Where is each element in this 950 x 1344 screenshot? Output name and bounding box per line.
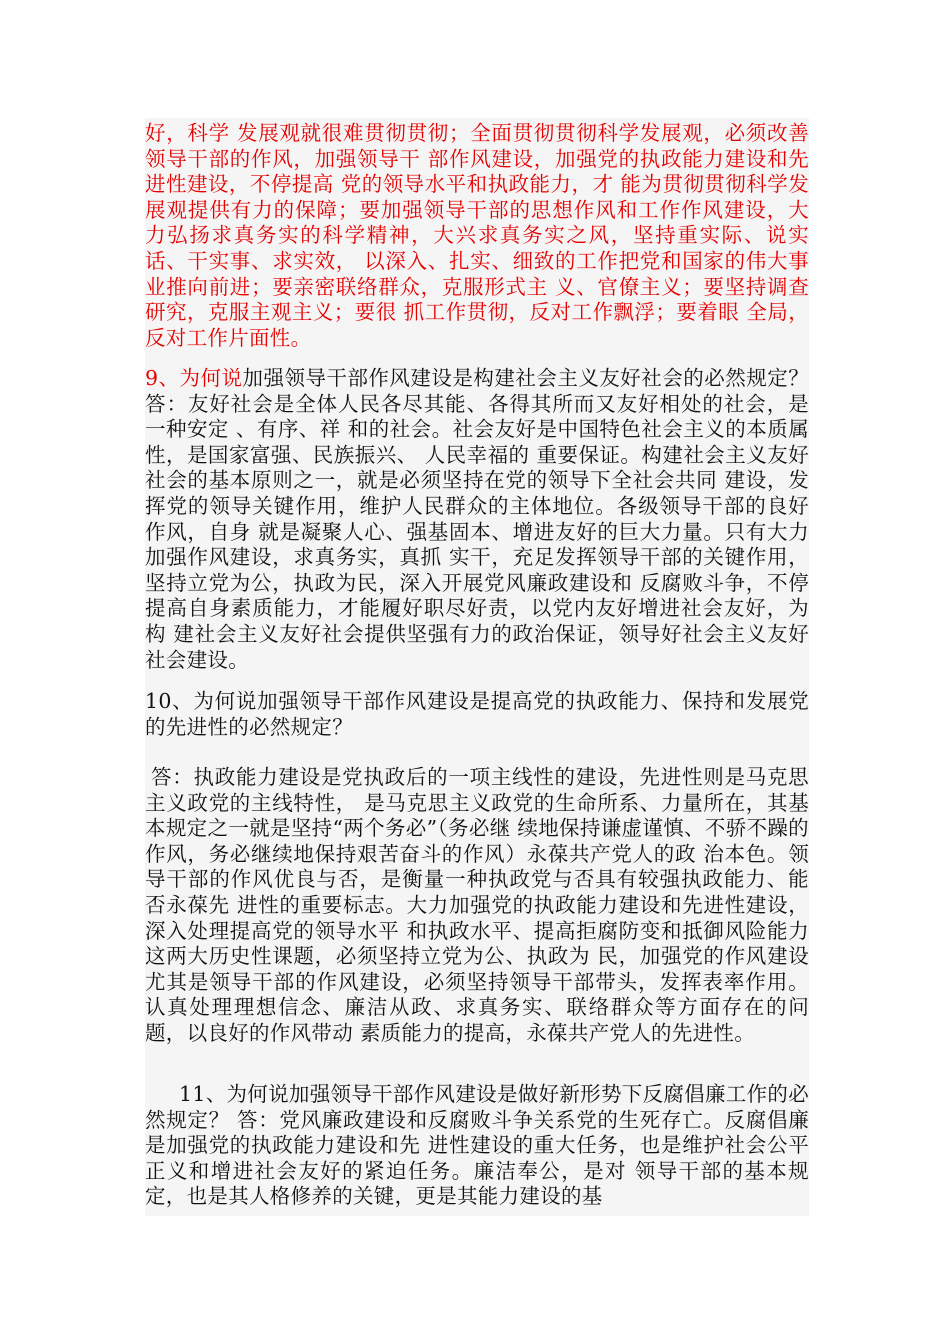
question-11-paragraph: 11、为何说加强领导干部作风建设是做好新形势下反腐倡廉工作的必然规定？ 答：党风廉政建设和反腐败斗争关系党的生死存亡。反腐倡廉是加强党的执政能力建设和先 进性建设的重大任务，也是维护社会公平正义和增进社会友好的紧迫任务。廉洁奉公，是对 领导干部的基本规定，也是其人格修养的关键，更是其能力建设的基 xyxy=(145,1082,809,1209)
question-10-title: 10、为何说加强领导干部作风建设是提高党的执政能力、保持和发展党的先进性的必然规定？ xyxy=(145,689,809,739)
intro-paragraph: 好，科学 发展观就很难贯彻贯彻；全面贯彻贯彻科学发展观，必须改善领导干部的作风，加强领导干 部作风建设，加强党的执政能力建设和先进性建设，不停提高 党的领导水平和执政能力，才 能为贯彻贯彻科学发展观提供有力的保障；要加强领导干部的思想作风和工作作风建设，大 力弘扬求真务实的科学精神，大兴求真务实之风，坚持重实际、说实话、干实事、求实效， 以深入、扎实、细致的工作把党和国家的伟大事业推向前进；要亲密联络群众，克服形式主 义、官僚主义；要坚持调查研究，克服主观主义；要很 抓工作贯彻，反对工作飘浮；要着眼 全局，反对工作片面性。 xyxy=(145,121,809,350)
question-9-paragraph xyxy=(145,366,809,673)
question-10-answer: 答：执政能力建设是党执政后的一项主线性的建设，先进性则是马克思主义政党的主线特性， 是马克思主义政党的生命所系、力量所在，其基本规定之一就是坚持“两个务必”（务必继 续地保持谦虚谨慎、不骄不躁的作风，务必继续地保持艰苦奋斗的作风）永葆共产党人的政 治本色。领导干部的作风优良与否，是衡量一种执政党与否具有较强执政能力、能否永葆先 进性的重要标志。大力加强党的执政能力建设和先进性建设，深入处理提高党的领导水平 和执政水平、提高拒腐防变和抵御风险能力这两大历史性课题，必须坚持立党为公、执政为 民，加强党的作风建设尤其是领导干部的作风建设，必须坚持领导干部带头，发挥表率作用。 认真处理理想信念、廉洁从政、求真务实、联络群众等方面存在的问题，以良好的作风带动 素质能力的提高，永葆共产党人的先进性。 xyxy=(145,765,809,1045)
question-9-body: 加强领导干部作风建设是构建社会主义友好社会的必然规定？ 答：友好社会是全体人民各尽其能、各得其所而又友好相处的社会，是一种安定 、有序、祥 和的社会。社会友好是中国特色社会主义的本质属性，是国家富强、民族振兴、 人民幸福的 重要保证。构建社会主义友好社会的基本原则之一，就是必须坚持在党的领导下全社会共同 建设，发挥党的领导关键作用，维护人民群众的主体地位。各级领导干部的良好作风，自身 就是凝聚人心、强基固本、增进友好的巨大力量。只有大力加强作风建设，求真务实，真抓 实干，充足发挥领导干部的关键作用，坚持立党为公，执政为民，深入开展党风廉政建设和 反腐败斗争，不停提高自身素质能力，才能履好职尽好责，以党内友好增进社会友好，为构 建社会主义友好社会提供坚强有力的政治保证，领导好社会主义友好社会建设。 xyxy=(145,366,809,672)
question-9-prefix: 9、为何说 xyxy=(145,366,243,390)
